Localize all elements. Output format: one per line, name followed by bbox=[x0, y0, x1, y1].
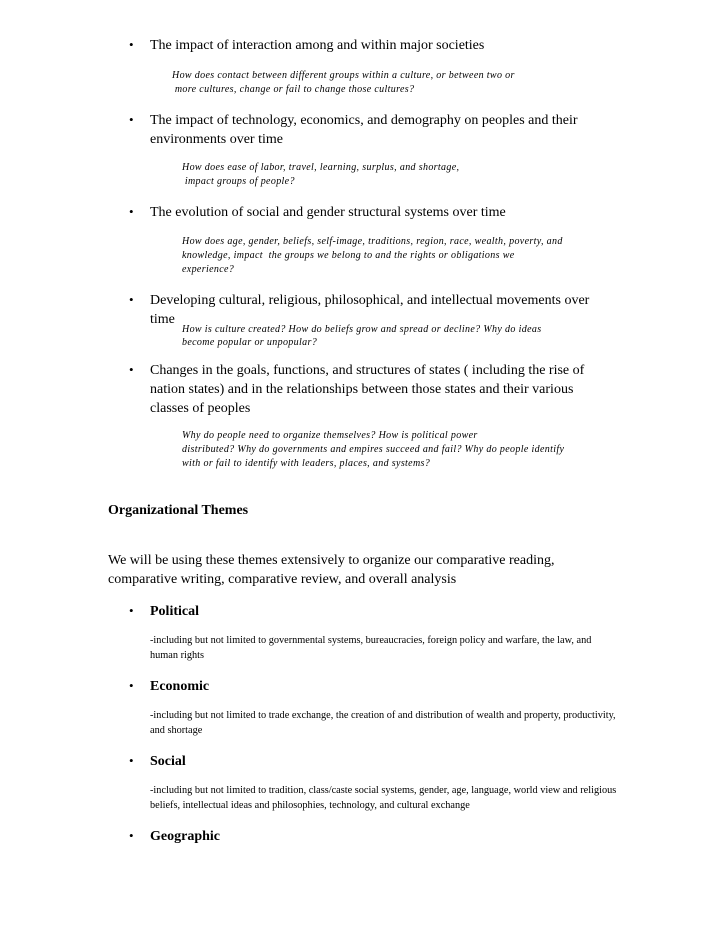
topic-question-line: How does ease of labor, travel, learning, surplus, and shortage, bbox=[182, 162, 460, 173]
topic-question-line: How is culture created? How do beliefs grow and spread or decline? Why do ideas bbox=[182, 324, 542, 335]
topic-title: The impact of interaction among and within major societies bbox=[150, 38, 485, 53]
bullet-icon: • bbox=[129, 362, 134, 377]
intro-paragraph: We will be using these themes extensively to organize our comparative reading, comparative writing, comparative review, and overall analysis bbox=[108, 553, 555, 587]
topic-question-line: experience? bbox=[182, 264, 235, 275]
topic-question-line: impact groups of people? bbox=[182, 176, 295, 187]
topic-question-line: How does contact between different groups within a culture, or between two or bbox=[172, 70, 515, 81]
topic-question-line: become popular or unpopular? bbox=[182, 337, 318, 348]
topic-question-line: knowledge, impact the groups we belong to and the rights or obligations we bbox=[182, 250, 515, 261]
bullet-icon: • bbox=[129, 828, 134, 843]
section-heading: Organizational Themes bbox=[108, 503, 249, 518]
topic-title: Changes in the goals, functions, and structures of states ( including the rise of nation states) and in the relationships between those states and their various classes of peoples bbox=[150, 363, 585, 416]
topic-question-line: Why do people need to organize themselves? How is political power bbox=[182, 430, 478, 441]
topic-question-line: more cultures, change or fail to change those cultures? bbox=[172, 84, 415, 95]
topic-title: The evolution of social and gender structural systems over time bbox=[150, 205, 506, 220]
theme-description: -including but not limited to governmental systems, bureaucracies, foreign policy and warfare, the law, and human rights bbox=[150, 635, 592, 661]
topic-title: Developing cultural, religious, philosophical, and intellectual movements over time bbox=[150, 293, 590, 327]
theme-name: Geographic bbox=[150, 829, 220, 844]
theme-description: -including but not limited to tradition, class/caste social systems, gender, age, language, world view and religious beliefs, intellectual ideas and philosophies, technology, and cultural exchange bbox=[150, 785, 617, 811]
bullet-icon: • bbox=[129, 603, 134, 618]
bullet-icon: • bbox=[129, 204, 134, 219]
topic-question-line: with or fail to identify with leaders, places, and systems? bbox=[182, 458, 431, 469]
theme-name: Social bbox=[150, 754, 186, 769]
theme-description: -including but not limited to trade exchange, the creation of and distribution of wealth and property, productivity, and shortage bbox=[150, 710, 616, 736]
topic-question-line: How does age, gender, beliefs, self-image, traditions, region, race, wealth, poverty, and bbox=[182, 236, 563, 247]
topic-question-line: distributed? Why do governments and empires succeed and fail? Why do people identify bbox=[182, 444, 565, 455]
bullet-icon: • bbox=[129, 292, 134, 307]
theme-name: Political bbox=[150, 604, 199, 619]
bullet-icon: • bbox=[129, 112, 134, 127]
bullet-icon: • bbox=[129, 753, 134, 768]
bullet-icon: • bbox=[129, 37, 134, 52]
theme-name: Economic bbox=[150, 679, 210, 694]
topic-title: The impact of technology, economics, and demography on peoples and their environments over time bbox=[150, 113, 578, 147]
bullet-icon: • bbox=[129, 678, 134, 693]
